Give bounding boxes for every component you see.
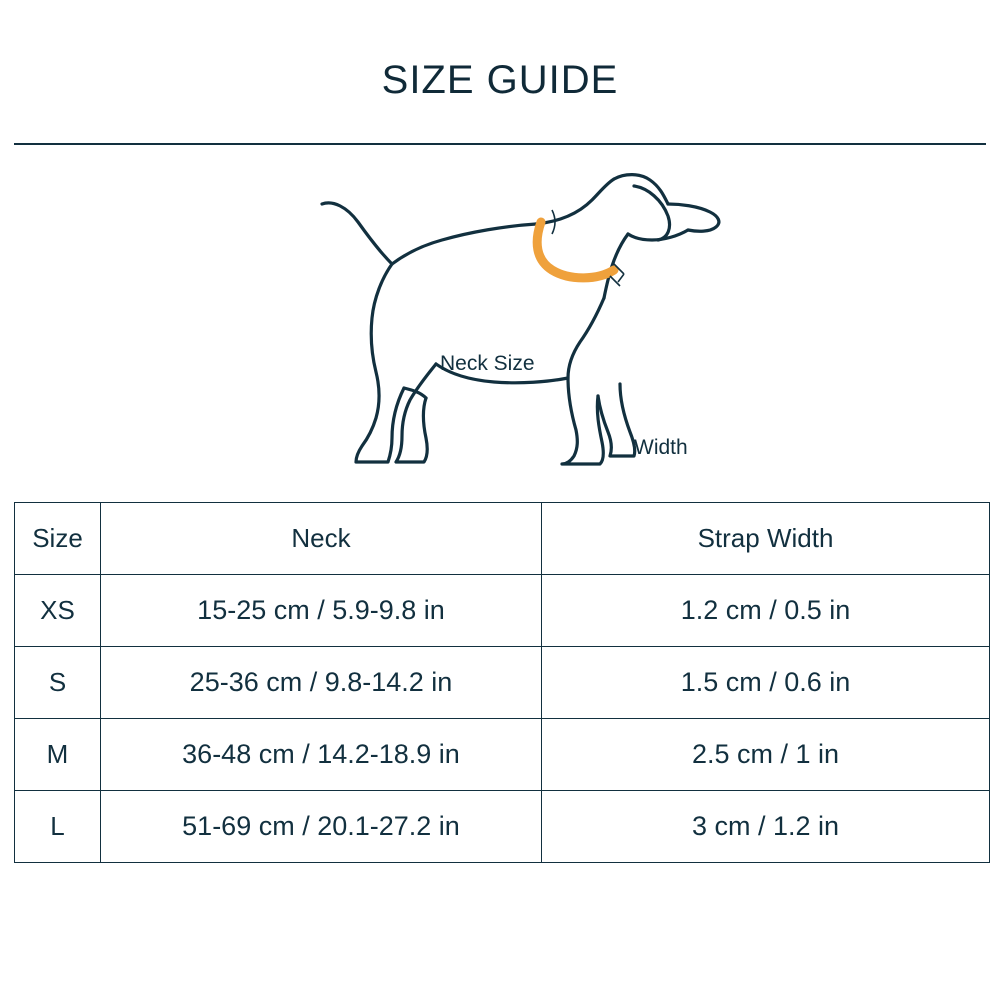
column-header-strap-width: Strap Width xyxy=(542,503,990,575)
size-table xyxy=(14,502,990,863)
label-width: Width xyxy=(634,436,688,459)
table-row xyxy=(15,719,990,791)
title-divider xyxy=(14,143,986,145)
cell-size: S xyxy=(15,647,101,719)
dog-outline-svg xyxy=(0,160,1000,490)
cell-strap-width: 3 cm / 1.2 in xyxy=(542,791,990,863)
table-row xyxy=(15,647,990,719)
cell-neck: 51-69 cm / 20.1-27.2 in xyxy=(101,791,542,863)
cell-neck: 25-36 cm / 9.8-14.2 in xyxy=(101,647,542,719)
cell-size: XS xyxy=(15,575,101,647)
page-title: SIZE GUIDE xyxy=(381,58,619,102)
cell-size: L xyxy=(15,791,101,863)
cell-strap-width: 1.2 cm / 0.5 in xyxy=(542,575,990,647)
cell-strap-width: 1.5 cm / 0.6 in xyxy=(542,647,990,719)
cell-neck: 36-48 cm / 14.2-18.9 in xyxy=(101,719,542,791)
table-header-row xyxy=(15,503,990,575)
label-neck-size: Neck Size xyxy=(440,352,535,375)
column-header-size: Size xyxy=(15,503,101,575)
cell-strap-width: 2.5 cm / 1 in xyxy=(542,719,990,791)
dog-illustration xyxy=(0,160,1000,490)
column-header-neck: Neck xyxy=(101,503,542,575)
cell-neck: 15-25 cm / 5.9-9.8 in xyxy=(101,575,542,647)
table-row xyxy=(15,791,990,863)
table-row xyxy=(15,575,990,647)
cell-size: M xyxy=(15,719,101,791)
